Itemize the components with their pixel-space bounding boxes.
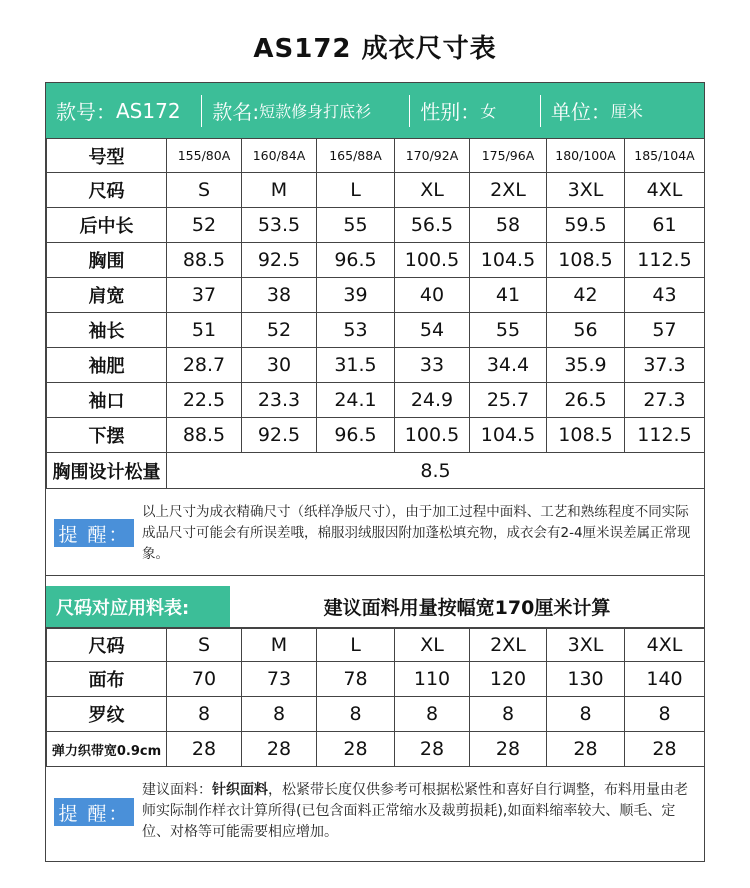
size-code-cell: 185/104A	[625, 139, 705, 173]
table-cell: 28	[242, 732, 317, 767]
table-cell: 41	[470, 278, 547, 313]
style-no-value: AS172	[116, 98, 181, 123]
unit-label: 单位：	[550, 100, 611, 124]
gender-value: 女	[480, 102, 497, 121]
row-label: 袖长	[47, 313, 167, 348]
table-cell: 28	[317, 732, 395, 767]
table-cell: 130	[547, 662, 625, 697]
reminder-badge: 提 醒：	[54, 519, 134, 547]
table-cell: L	[317, 173, 395, 208]
table-cell: 104.5	[470, 418, 547, 453]
reminder-prefix: 建议面料：	[142, 782, 212, 798]
ease-label: 胸围设计松量	[47, 453, 167, 489]
size-code-cell: 155/80A	[167, 139, 242, 173]
table-cell: 27.3	[625, 383, 705, 418]
table-row	[47, 348, 705, 383]
row-label: 肩宽	[47, 278, 167, 313]
unit	[541, 83, 704, 138]
table-cell: M	[242, 629, 317, 662]
table-cell: 37	[167, 278, 242, 313]
table-cell: 108.5	[547, 418, 625, 453]
table-cell: 43	[625, 278, 705, 313]
row-label: 后中长	[47, 208, 167, 243]
table-row	[47, 662, 705, 697]
table-row	[47, 697, 705, 732]
table-cell: 28	[625, 732, 705, 767]
table-cell: 28	[167, 732, 242, 767]
table-cell: 42	[547, 278, 625, 313]
table-cell: 55	[470, 313, 547, 348]
table-cell: 24.9	[395, 383, 470, 418]
table-cell: 39	[317, 278, 395, 313]
table-cell: 100.5	[395, 243, 470, 278]
table-cell: 70	[167, 662, 242, 697]
table-cell: 112.5	[625, 418, 705, 453]
table-cell: 78	[317, 662, 395, 697]
table-cell: 40	[395, 278, 470, 313]
table-row	[47, 139, 705, 173]
info-bar	[46, 83, 704, 138]
table-cell: 8	[395, 697, 470, 732]
table-cell: 33	[395, 348, 470, 383]
table-cell: 4XL	[625, 173, 705, 208]
table-row	[47, 629, 705, 662]
table-cell: 51	[167, 313, 242, 348]
gender-label: 性别：	[420, 100, 481, 124]
table-cell: 28	[547, 732, 625, 767]
table-cell: 8	[242, 697, 317, 732]
table-cell: 100.5	[395, 418, 470, 453]
row-label: 面布	[47, 662, 167, 697]
style-no	[46, 83, 201, 138]
row-label: 袖肥	[47, 348, 167, 383]
size-code-cell: 170/92A	[395, 139, 470, 173]
table-cell: 58	[470, 208, 547, 243]
size-code-cell: 165/88A	[317, 139, 395, 173]
table-row	[47, 243, 705, 278]
table-cell: 3XL	[547, 629, 625, 662]
table-cell: 53.5	[242, 208, 317, 243]
row-label: 号型	[47, 139, 167, 173]
table-cell: 96.5	[317, 418, 395, 453]
table-cell: 24.1	[317, 383, 395, 418]
table-cell: 35.9	[547, 348, 625, 383]
reminder-1	[46, 490, 704, 576]
usage-header	[46, 586, 704, 628]
table-cell: 88.5	[167, 418, 242, 453]
reminder-2	[46, 768, 704, 861]
reminder-badge: 提 醒：	[54, 798, 134, 826]
table-cell: 30	[242, 348, 317, 383]
gender	[410, 83, 540, 138]
table-cell: 34.4	[470, 348, 547, 383]
table-cell: 53	[317, 313, 395, 348]
table-cell: 37.3	[625, 348, 705, 383]
reminder-rest: ，松紧带长度仅供参考可根据松紧性和喜好自行调整，	[268, 782, 604, 798]
table-cell: S	[167, 629, 242, 662]
size-code-cell: 180/100A	[547, 139, 625, 173]
row-label: 尺码	[47, 173, 167, 208]
table-row	[47, 173, 705, 208]
table-cell: 92.5	[242, 243, 317, 278]
row-label: 下摆	[47, 418, 167, 453]
table-cell: S	[167, 173, 242, 208]
table-cell: 88.5	[167, 243, 242, 278]
row-label: 弹力织带宽0.9cm	[47, 732, 167, 767]
reminder-text: 以上尺寸为成衣精确尺寸（纸样净版尺寸），由于加工过程中面料、工艺和熟练程度不同实际成品尺寸可能会有所误差哦，棉服羽绒服因附加蓬松填充物，成衣会有2-4厘米误差属正常现象。	[142, 504, 691, 562]
reminder-bold: 针织面料	[212, 782, 268, 798]
table-cell: 59.5	[547, 208, 625, 243]
table-row	[47, 313, 705, 348]
table-cell: 104.5	[470, 243, 547, 278]
ease-row	[47, 453, 705, 489]
style-name-label: 款名:	[212, 100, 260, 124]
table-cell: 3XL	[547, 173, 625, 208]
table-cell: 4XL	[625, 629, 705, 662]
table-row	[47, 732, 705, 767]
table-cell: 25.7	[470, 383, 547, 418]
table-cell: 120	[470, 662, 547, 697]
table-cell: 8	[167, 697, 242, 732]
table-cell: 96.5	[317, 243, 395, 278]
table-cell: XL	[395, 173, 470, 208]
size-code-cell: 175/96A	[470, 139, 547, 173]
table-cell: 73	[242, 662, 317, 697]
table-cell: 61	[625, 208, 705, 243]
table-cell: 112.5	[625, 243, 705, 278]
page-title: AS172 成衣尺寸表	[253, 34, 497, 64]
table-cell: 2XL	[470, 629, 547, 662]
size-code-cell: 160/84A	[242, 139, 317, 173]
table-cell: 2XL	[470, 173, 547, 208]
table-cell: 52	[167, 208, 242, 243]
table-cell: 8	[625, 697, 705, 732]
unit-value: 厘米	[610, 102, 643, 121]
style-name	[202, 83, 409, 138]
table-cell: 8	[470, 697, 547, 732]
row-label: 尺码	[47, 629, 167, 662]
usage-table	[46, 628, 705, 767]
table-cell: 52	[242, 313, 317, 348]
table-row	[47, 383, 705, 418]
table-cell: 8	[547, 697, 625, 732]
table-cell: 22.5	[167, 383, 242, 418]
style-name-value: 短款修身打底衫	[259, 102, 372, 121]
reminder-line2: 布料用量由老师实际制作样衣计算所得(已包含面料正常缩水及裁剪损耗),如面料缩率较大、顺毛、定位、对格等可能需要相应增加。	[142, 782, 688, 840]
table-cell: 8	[317, 697, 395, 732]
table-cell: XL	[395, 629, 470, 662]
table-cell: 140	[625, 662, 705, 697]
table-cell: 28	[470, 732, 547, 767]
table-row	[47, 278, 705, 313]
table-cell: L	[317, 629, 395, 662]
table-cell: 110	[395, 662, 470, 697]
table-cell: 108.5	[547, 243, 625, 278]
row-label: 袖口	[47, 383, 167, 418]
reminder-text	[142, 780, 698, 843]
table-cell: 92.5	[242, 418, 317, 453]
usage-note: 建议面料用量按幅宽170厘米计算	[323, 597, 611, 619]
size-table	[46, 138, 705, 489]
table-cell: 28	[395, 732, 470, 767]
table-cell: 56.5	[395, 208, 470, 243]
table-cell: 38	[242, 278, 317, 313]
table-cell: 23.3	[242, 383, 317, 418]
style-no-label: 款号：	[56, 100, 116, 124]
table-row	[47, 418, 705, 453]
table-cell: 31.5	[317, 348, 395, 383]
table-cell: 26.5	[547, 383, 625, 418]
table-cell: 54	[395, 313, 470, 348]
table-row	[47, 208, 705, 243]
table-cell: 56	[547, 313, 625, 348]
table-cell: 28.7	[167, 348, 242, 383]
size-sheet	[45, 82, 705, 862]
row-label: 罗纹	[47, 697, 167, 732]
table-cell: 55	[317, 208, 395, 243]
usage-title: 尺码对应用料表:	[46, 586, 230, 627]
table-cell: 57	[625, 313, 705, 348]
row-label: 胸围	[47, 243, 167, 278]
table-cell: M	[242, 173, 317, 208]
ease-value: 8.5	[167, 453, 705, 489]
